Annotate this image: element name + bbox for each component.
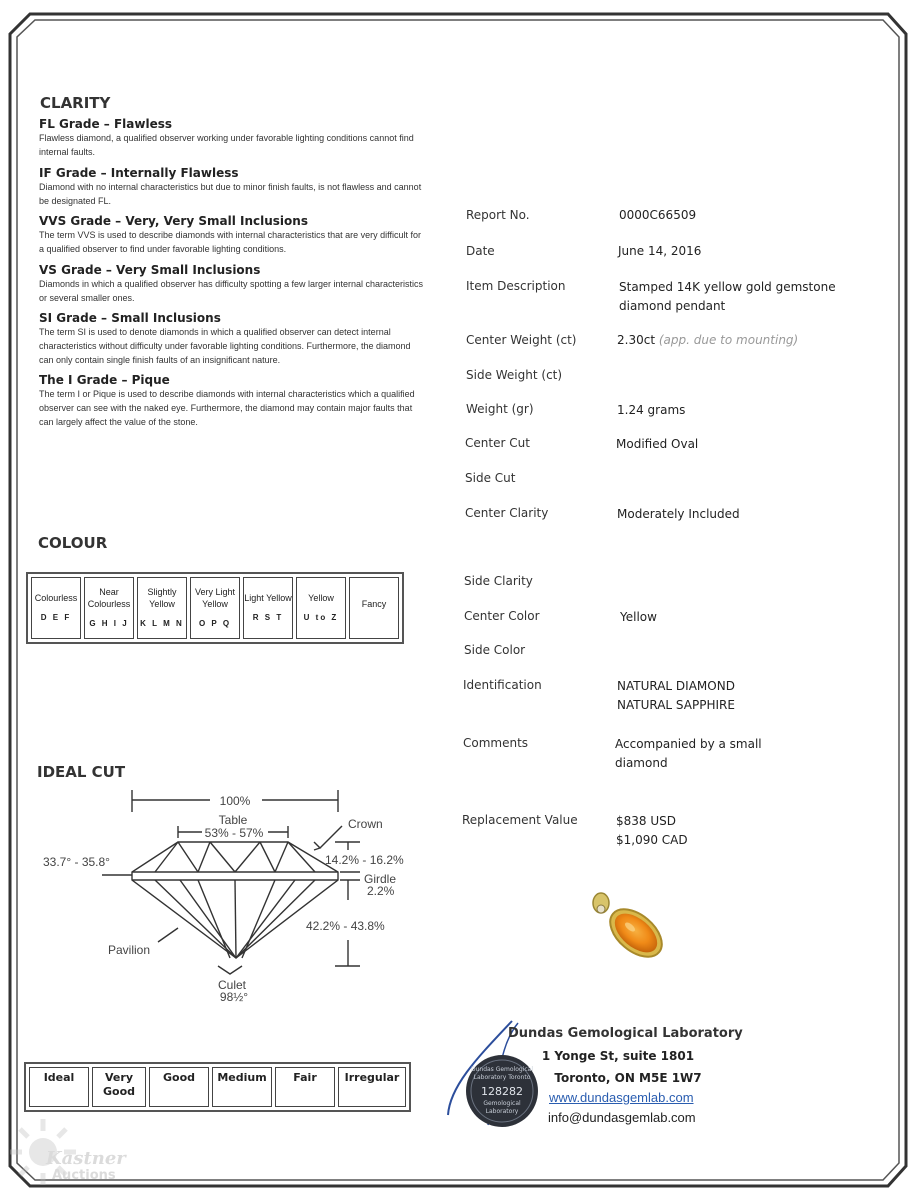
identification-label: Identification — [463, 678, 542, 692]
culet-label: Culet — [217, 978, 247, 992]
side-color-label: Side Color — [464, 643, 526, 657]
colour-cell — [84, 577, 134, 639]
replacement-value — [616, 812, 688, 850]
center-weight-text: 2.30ct — [617, 333, 656, 347]
seal-number: 128282 — [481, 1085, 523, 1098]
center-weight-note: (app. due to mounting) — [658, 333, 799, 347]
colour-name: Near Colourless — [87, 587, 131, 609]
clarity-heading: CLARITY — [40, 94, 111, 112]
colour-cell — [31, 577, 81, 639]
lab-address-line1: 1 Yonge St, suite 1801 — [541, 1049, 695, 1063]
watermark-line1: Kastner — [46, 1148, 126, 1169]
grade-description: Flawless diamond, a qualified observer working under favorable lighting conditions cannot find internal faults. — [39, 133, 414, 157]
colour-letters: O P Q — [198, 619, 232, 628]
colour-name: Light Yellow — [244, 593, 292, 603]
cut-grade-cell: Very Good — [92, 1067, 146, 1107]
pavilion-depth-label: 42.2% - 43.8% — [306, 919, 385, 933]
lab-website-link[interactable]: www.dundasgemlab.com — [549, 1090, 694, 1105]
identification-value — [617, 677, 735, 715]
seal-text-line: Laboratory — [485, 1108, 519, 1115]
center-clarity-value: Moderately Included — [617, 507, 740, 521]
date-label: Date — [466, 244, 495, 258]
center-color-label: Center Color — [464, 609, 540, 623]
seal-text-line: Gemological — [483, 1100, 521, 1107]
value-line: Stamped 14K yellow gold gemstone — [619, 280, 836, 294]
side-weight-label: Side Weight (ct) — [466, 368, 563, 382]
report-no-value: 0000C66509 — [619, 208, 697, 222]
weight-gr-value: 1.24 grams — [617, 403, 686, 417]
colour-letters: G H I J — [89, 619, 129, 628]
grade-title: VVS Grade – Very, Very Small Inclusions — [39, 214, 308, 228]
total-width-label: 100% — [219, 794, 251, 808]
auction-watermark — [8, 1112, 138, 1192]
colour-cell — [190, 577, 240, 639]
colour-heading: COLOUR — [38, 534, 108, 552]
crown-label: Crown — [348, 817, 383, 831]
value-line: diamond — [615, 756, 668, 770]
clarity-grade — [39, 166, 424, 214]
lab-name: Dundas Gemological Laboratory — [508, 1026, 743, 1041]
cut-grade-cell: Good — [149, 1067, 209, 1107]
side-clarity-label: Side Clarity — [464, 574, 533, 588]
clarity-grade — [39, 263, 424, 311]
cut-grade-cell: Fair — [275, 1067, 335, 1107]
item-description-value — [619, 278, 836, 316]
table-label: Table — [218, 813, 248, 827]
grade-title: The I Grade – Pique — [39, 373, 170, 387]
colour-letters: D E F — [40, 613, 72, 622]
seal-text-line: Laboratory Toronto — [473, 1074, 531, 1081]
value-line: Accompanied by a small — [615, 737, 762, 751]
clarity-grade — [39, 373, 424, 429]
grade-title: SI Grade – Small Inclusions — [39, 311, 221, 325]
colour-letters: U to Z — [303, 613, 339, 622]
value-line: NATURAL DIAMOND — [617, 679, 735, 693]
clarity-grade — [39, 214, 424, 263]
replacement-value-label: Replacement Value — [462, 813, 578, 827]
date-value: June 14, 2016 — [618, 244, 702, 258]
grade-title: FL Grade – Flawless — [39, 117, 173, 131]
cut-grade-scale — [24, 1062, 411, 1112]
girdle-value-label: 2.2% — [367, 884, 395, 898]
lab-email: info@dundasgemlab.com — [548, 1110, 696, 1125]
cut-grade-cell: Medium — [212, 1067, 272, 1107]
grade-description: The term VVS is used to describe diamonds with internal characteristics that are very difficult for a qualified observer to find under favorable lighting conditions. — [39, 230, 421, 254]
girdle-label: Girdle — [364, 872, 397, 886]
cut-grade-cell: Ideal — [29, 1067, 89, 1107]
colour-cell — [349, 577, 399, 639]
cut-grade-table — [24, 1062, 411, 1112]
pavilion-label: Pavilion — [108, 943, 151, 957]
colour-scale — [26, 572, 404, 644]
colour-letters: K L M N — [140, 619, 184, 628]
value-line: NATURAL SAPPHIRE — [617, 698, 735, 712]
culet-angle-label: 98½° — [219, 990, 249, 1004]
colour-cell — [296, 577, 346, 639]
grade-title: IF Grade – Internally Flawless — [39, 166, 239, 180]
lab-address-line2: Toronto, ON M5E 1W7 — [554, 1071, 702, 1085]
center-weight-value — [617, 331, 798, 350]
report-no-label: Report No. — [466, 208, 530, 222]
pendant-photo — [578, 885, 688, 980]
crown-height-label: 14.2% - 16.2% — [325, 853, 404, 867]
seal-text-line: Dundas Gemological — [470, 1066, 534, 1073]
side-cut-label: Side Cut — [465, 471, 516, 485]
item-description-label: Item Description — [466, 279, 566, 293]
grade-description: The term I or Pique is used to describe diamonds with internal characteristics which a qualified observer can see with the naked eye. Furthermore, the diamond may contain major faults that can largely affect the value of the stone. — [39, 389, 415, 427]
cut-grade-cell: Irregular — [338, 1067, 406, 1107]
colour-letters: R S T — [252, 613, 284, 622]
colour-cell — [137, 577, 187, 639]
center-cut-value: Modified Oval — [616, 437, 699, 451]
value-line: $1,090 CAD — [616, 833, 688, 847]
grade-title: VS Grade – Very Small Inclusions — [39, 263, 261, 277]
comments-label: Comments — [463, 736, 529, 750]
colour-cell — [243, 577, 293, 639]
comments-value — [615, 735, 762, 773]
value-line: diamond pendant — [619, 299, 726, 313]
watermark-line2: Auctions — [52, 1168, 116, 1183]
center-color-value: Yellow — [620, 610, 657, 624]
crown-angle-label: 33.7° - 35.8° — [43, 855, 110, 869]
ideal-cut-heading: IDEAL CUT — [37, 763, 126, 781]
center-cut-label: Center Cut — [465, 436, 530, 450]
colour-name: Colourless — [34, 593, 78, 603]
table-range-label: 53% - 57% — [204, 826, 264, 840]
colour-name: Slightly Yellow — [147, 587, 177, 609]
grade-description: Diamond with no internal characteristics but due to minor finish faults, is not flawless and cannot be designated FL. — [39, 182, 422, 206]
grade-description: The term SI is used to denote diamonds in which a qualified observer can detect internal characteristics without difficulty under favorable lighting conditions. Furthermore, the diamond can only contain single finish faults of an insignificant nature. — [39, 327, 411, 365]
center-weight-label: Center Weight (ct) — [466, 333, 577, 347]
center-clarity-label: Center Clarity — [465, 506, 549, 520]
clarity-grade — [39, 311, 424, 373]
value-line: $838 USD — [616, 814, 676, 828]
diamond-cut-diagram — [30, 780, 430, 1010]
clarity-grades — [39, 117, 424, 429]
weight-gr-label: Weight (gr) — [466, 402, 534, 416]
colour-name: Yellow — [308, 593, 334, 603]
grade-description: Diamonds in which a qualified observer has difficulty spotting a few larger internal characteristics or several smaller ones. — [39, 279, 424, 303]
colour-name: Fancy — [361, 599, 387, 609]
colour-scale-table — [26, 572, 404, 644]
colour-name: Very Light Yellow — [194, 587, 236, 609]
clarity-grade — [39, 117, 424, 166]
